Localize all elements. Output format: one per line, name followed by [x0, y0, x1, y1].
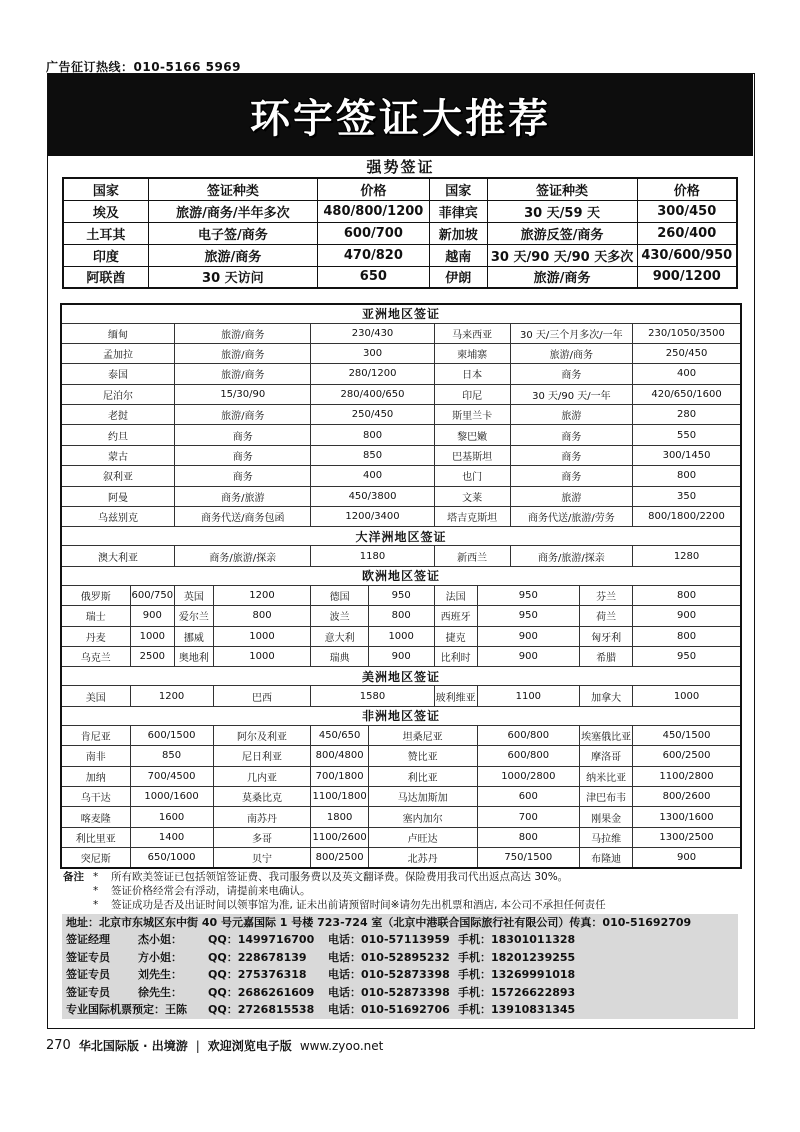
- table-row: [61, 466, 741, 486]
- table-cell: 瑞典: [311, 646, 368, 666]
- ticket-contact: [66, 1001, 734, 1019]
- table-cell: 1200: [130, 686, 213, 706]
- table-cell: 叙利亚: [61, 466, 175, 486]
- table-cell: 600/2500: [633, 746, 741, 766]
- contact-mobile: 手机：13910831345: [458, 1003, 576, 1016]
- contact-role: 签证专员: [66, 985, 110, 999]
- table-cell: 伊朗: [429, 266, 487, 288]
- table-cell: 商务: [175, 445, 311, 465]
- table-cell: 商务: [175, 466, 311, 486]
- table-cell: 利比里亚: [61, 827, 130, 847]
- table-cell: 缅甸: [61, 323, 175, 343]
- contact-mobile: 手机：15726622893: [458, 985, 576, 999]
- table-row: [61, 646, 741, 666]
- table-row: [63, 266, 737, 288]
- table-cell: 800/4800: [311, 746, 368, 766]
- table-cell: 1100/1800: [311, 786, 368, 806]
- table-cell: 旅游/商务: [175, 364, 311, 384]
- contact-mobile: 手机：18301011328: [458, 933, 576, 946]
- table-cell: 埃及: [63, 200, 148, 222]
- table-cell: 600/700: [317, 222, 429, 244]
- table-cell: 商务: [510, 466, 632, 486]
- table-cell: 1100: [477, 686, 580, 706]
- section-header-row: [61, 527, 741, 546]
- strong-visa-table: [62, 177, 738, 289]
- note-text: 签证价格经常会有浮动，请提前来电确认。: [111, 885, 311, 897]
- contact-role: 签证专员: [66, 968, 110, 981]
- section-title: 欧洲地区签证: [61, 566, 741, 585]
- column-header: 国家: [429, 178, 487, 200]
- notes-label: 备注: [63, 871, 84, 883]
- contact-qq: QQ：2686261609: [208, 985, 315, 999]
- table-cell: 旅游/商务/半年多次: [148, 200, 317, 222]
- table-cell: 30 天/90 天/90 天多次: [487, 244, 637, 266]
- table-cell: 400: [633, 364, 741, 384]
- table-cell: 750/1500: [477, 848, 580, 868]
- column-header: 价格: [637, 178, 737, 200]
- table-cell: 1000: [130, 626, 175, 646]
- contact-name: 方小姐：: [138, 950, 182, 964]
- table-cell: 英国: [175, 585, 214, 605]
- table-cell: 津巴布韦: [580, 786, 633, 806]
- table-cell: 卢旺达: [368, 827, 477, 847]
- table-cell: 莫桑比克: [213, 786, 311, 806]
- table-cell: 700: [477, 807, 580, 827]
- contact-name: 徐先生：: [138, 985, 182, 999]
- section-title: 大洋洲地区签证: [61, 527, 741, 546]
- section-name: 华北国际版 · 出境游: [78, 1039, 188, 1053]
- note-line: [63, 870, 606, 884]
- column-header: 签证种类: [148, 178, 317, 200]
- table-cell: 美国: [61, 686, 130, 706]
- table-cell: 刚果金: [580, 807, 633, 827]
- table-cell: 旅游/商务: [175, 323, 311, 343]
- note-star: *: [93, 899, 99, 911]
- table-cell: 马来西亚: [434, 323, 510, 343]
- strong-visa-title: 强势签证: [366, 158, 435, 176]
- table-cell: 丹麦: [61, 626, 130, 646]
- table-cell: 贝宁: [213, 848, 311, 868]
- table-row: [61, 686, 741, 706]
- table-header-row: [63, 178, 737, 200]
- table-cell: 商务/旅游: [175, 486, 311, 506]
- table-cell: 450/3800: [311, 486, 434, 506]
- table-cell: 1280: [633, 546, 741, 566]
- table-row: [63, 200, 737, 222]
- table-cell: 坦桑尼亚: [368, 725, 477, 745]
- table-cell: 30 天访问: [148, 266, 317, 288]
- table-row: [61, 585, 741, 605]
- table-cell: 法国: [434, 585, 477, 605]
- table-cell: 南非: [61, 746, 130, 766]
- table-cell: 突尼斯: [61, 848, 130, 868]
- table-cell: 阿曼: [61, 486, 175, 506]
- staff-contact: [66, 966, 734, 984]
- table-cell: 800: [633, 626, 741, 646]
- table-row: [61, 486, 741, 506]
- page-number: 270: [46, 1038, 71, 1053]
- table-cell: 280/1200: [311, 364, 434, 384]
- table-cell: 950: [477, 606, 580, 626]
- table-cell: 俄罗斯: [61, 585, 130, 605]
- table-cell: 捷克: [434, 626, 477, 646]
- table-cell: 旅游: [510, 486, 632, 506]
- table-cell: 1600: [130, 807, 213, 827]
- table-cell: 1200: [213, 585, 311, 605]
- table-cell: 1400: [130, 827, 213, 847]
- table-cell: 430/600/950: [637, 244, 737, 266]
- table-cell: 塔吉克斯坦: [434, 507, 510, 527]
- website-link[interactable]: www.zyoo.net: [299, 1038, 384, 1053]
- column-header: 签证种类: [487, 178, 637, 200]
- table-row: [61, 848, 741, 868]
- table-cell: 1580: [311, 686, 434, 706]
- table-cell: 800/2600: [633, 786, 741, 806]
- table-cell: 匈牙利: [580, 626, 633, 646]
- table-cell: 230/1050/3500: [633, 323, 741, 343]
- table-cell: 北苏丹: [368, 848, 477, 868]
- table-cell: 300/1450: [633, 445, 741, 465]
- table-cell: 马拉维: [580, 827, 633, 847]
- table-cell: 280: [633, 405, 741, 425]
- table-cell: 巴基斯坦: [434, 445, 510, 465]
- table-cell: 商务/旅游/探亲: [175, 546, 311, 566]
- table-cell: 约旦: [61, 425, 175, 445]
- table-cell: 新西兰: [434, 546, 510, 566]
- regional-visa-table: [60, 303, 742, 869]
- table-cell: 600/800: [477, 746, 580, 766]
- table-cell: 700/4500: [130, 766, 213, 786]
- table-cell: 利比亚: [368, 766, 477, 786]
- section-title: 非洲地区签证: [61, 706, 741, 725]
- table-cell: 印度: [63, 244, 148, 266]
- table-cell: 马达加斯加: [368, 786, 477, 806]
- banner: [48, 74, 753, 156]
- table-cell: 蒙古: [61, 445, 175, 465]
- table-cell: 900: [368, 646, 434, 666]
- table-cell: 几内亚: [213, 766, 311, 786]
- column-header: 国家: [63, 178, 148, 200]
- section-header-row: [61, 706, 741, 725]
- table-row: [61, 323, 741, 343]
- contact-role: 签证专员: [66, 950, 110, 964]
- note-text: 所有欧美签证已包括领馆签证费、我司服务费以及英文翻译费。保险费用我司代出返点高达 30%。: [111, 871, 569, 883]
- table-cell: 芬兰: [580, 585, 633, 605]
- table-cell: 30 天/90 天/一年: [510, 384, 632, 404]
- table-cell: 商务: [510, 364, 632, 384]
- section-title: 亚洲地区签证: [61, 304, 741, 323]
- table-cell: 尼泊尔: [61, 384, 175, 404]
- table-cell: 泰国: [61, 364, 175, 384]
- table-row: [61, 364, 741, 384]
- table-cell: 塞内加尔: [368, 807, 477, 827]
- note-star: *: [93, 885, 99, 897]
- table-cell: 1000/1600: [130, 786, 213, 806]
- table-cell: 澳大利亚: [61, 546, 175, 566]
- table-cell: 乌干达: [61, 786, 130, 806]
- table-cell: 400: [311, 466, 434, 486]
- table-row: [61, 384, 741, 404]
- table-cell: 阿尔及利亚: [213, 725, 311, 745]
- contact-tel: 电话：010-52895232: [328, 950, 450, 964]
- table-cell: 摩洛哥: [580, 746, 633, 766]
- page-footer: [46, 1037, 383, 1054]
- contact-tel: 电话：010-51692706: [328, 1003, 450, 1016]
- table-cell: 850: [311, 445, 434, 465]
- table-cell: 旅游/商务: [175, 343, 311, 363]
- note-line: [63, 898, 606, 912]
- table-cell: 900: [477, 626, 580, 646]
- table-cell: 多哥: [213, 827, 311, 847]
- table-row: [61, 343, 741, 363]
- footer-separator: |: [195, 1038, 200, 1053]
- staff-contact: [66, 949, 734, 967]
- table-cell: 赞比亚: [368, 746, 477, 766]
- table-cell: 1300/2500: [633, 827, 741, 847]
- table-cell: 15/30/90: [175, 384, 311, 404]
- table-cell: 450/650: [311, 725, 368, 745]
- table-cell: 800/2500: [311, 848, 368, 868]
- table-cell: 600: [477, 786, 580, 806]
- table-cell: 550: [633, 425, 741, 445]
- table-cell: 南苏丹: [213, 807, 311, 827]
- section-header-row: [61, 566, 741, 585]
- table-cell: 800: [368, 606, 434, 626]
- table-cell: 300: [311, 343, 434, 363]
- contact-name: 杰小姐：: [138, 933, 182, 946]
- table-cell: 1100/2600: [311, 827, 368, 847]
- table-cell: 商务: [510, 425, 632, 445]
- contact-role: 签证经理: [66, 933, 110, 946]
- table-cell: 1300/1600: [633, 807, 741, 827]
- section-header-row: [61, 667, 741, 686]
- table-cell: 350: [633, 486, 741, 506]
- table-cell: 埃塞俄比亚: [580, 725, 633, 745]
- table-cell: 土耳其: [63, 222, 148, 244]
- table-cell: 荷兰: [580, 606, 633, 626]
- table-cell: 乌兹别克: [61, 507, 175, 527]
- section-title: 美洲地区签证: [61, 667, 741, 686]
- ad-hotline: 广告征订热线：010-5166 5969: [46, 60, 242, 74]
- contact-mobile: 手机：18201239255: [458, 950, 576, 964]
- table-cell: 1100/2800: [633, 766, 741, 786]
- table-cell: 1000: [368, 626, 434, 646]
- table-cell: 900: [633, 848, 741, 868]
- notes: [63, 870, 606, 912]
- note-line: [63, 884, 606, 898]
- table-cell: 旅游反签/商务: [487, 222, 637, 244]
- table-row: [61, 445, 741, 465]
- table-cell: 柬埔寨: [434, 343, 510, 363]
- table-cell: 600/800: [477, 725, 580, 745]
- table-cell: 1000: [633, 686, 741, 706]
- table-row: [61, 786, 741, 806]
- table-cell: 文莱: [434, 486, 510, 506]
- table-cell: 意大利: [311, 626, 368, 646]
- table-cell: 280/400/650: [311, 384, 434, 404]
- table-row: [61, 626, 741, 646]
- contact-tel: 电话：010-52873398: [328, 985, 450, 999]
- contact-name: 刘先生：: [138, 968, 182, 981]
- table-cell: 商务/旅游/探亲: [510, 546, 632, 566]
- table-cell: 商务代送/旅游/劳务: [510, 507, 632, 527]
- contact-qq: QQ：1499716700: [208, 933, 315, 946]
- table-cell: 470/820: [317, 244, 429, 266]
- table-cell: 玻利维亚: [434, 686, 477, 706]
- table-cell: 也门: [434, 466, 510, 486]
- table-cell: 800: [311, 425, 434, 445]
- table-cell: 瑞士: [61, 606, 130, 626]
- table-cell: 900/1200: [637, 266, 737, 288]
- contact-qq: QQ：2726815538: [208, 1003, 315, 1016]
- table-cell: 西班牙: [434, 606, 477, 626]
- table-cell: 250/450: [633, 343, 741, 363]
- table-cell: 250/450: [311, 405, 434, 425]
- table-cell: 新加坡: [429, 222, 487, 244]
- table-cell: 2500: [130, 646, 175, 666]
- table-row: [61, 807, 741, 827]
- table-cell: 孟加拉: [61, 343, 175, 363]
- contact-mobile: 手机：13269991018: [458, 968, 576, 981]
- table-row: [61, 425, 741, 445]
- table-cell: 900: [130, 606, 175, 626]
- table-cell: 商务: [510, 445, 632, 465]
- note-text: 签证成功是否及出证时间以领事馆为准, 证未出前请预留时间※请勿先出机票和酒店, 本公司不承担任何责任: [111, 899, 606, 911]
- table-cell: 850: [130, 746, 213, 766]
- table-row: [61, 725, 741, 745]
- table-cell: 900: [633, 606, 741, 626]
- contact-tel: 电话：010-57113959: [328, 933, 450, 946]
- footer-slogan: 欢迎浏览电子版: [207, 1039, 292, 1053]
- table-cell: 纳米比亚: [580, 766, 633, 786]
- table-cell: 480/800/1200: [317, 200, 429, 222]
- table-cell: 260/400: [637, 222, 737, 244]
- table-cell: 希腊: [580, 646, 633, 666]
- table-cell: 300/450: [637, 200, 737, 222]
- table-cell: 老挝: [61, 405, 175, 425]
- table-cell: 德国: [311, 585, 368, 605]
- table-cell: 800/1800/2200: [633, 507, 741, 527]
- content-frame: [47, 73, 755, 1029]
- table-cell: 布隆迪: [580, 848, 633, 868]
- company-address: 地址：北京市东城区东中街 40 号元嘉国际 1 号楼 723-724 室（北京中港联合国际旅行社有限公司）传真：010-51692709: [66, 916, 692, 929]
- table-cell: 旅游/商务: [487, 266, 637, 288]
- table-cell: 230/430: [311, 323, 434, 343]
- table-cell: 800: [477, 827, 580, 847]
- contact-role: 专业国际机票预定：王陈: [66, 1003, 187, 1016]
- table-cell: 650: [317, 266, 429, 288]
- table-cell: 越南: [429, 244, 487, 266]
- table-cell: 喀麦隆: [61, 807, 130, 827]
- table-row: [61, 405, 741, 425]
- table-cell: 比利时: [434, 646, 477, 666]
- table-cell: 爱尔兰: [175, 606, 214, 626]
- table-cell: 1000/2800: [477, 766, 580, 786]
- contact-tel: 电话：010-52873398: [328, 968, 450, 981]
- table-cell: 波兰: [311, 606, 368, 626]
- table-cell: 电子签/商务: [148, 222, 317, 244]
- table-cell: 600/1500: [130, 725, 213, 745]
- contact-box: [62, 914, 738, 1019]
- table-cell: 1180: [311, 546, 434, 566]
- table-row: [61, 606, 741, 626]
- table-cell: 900: [477, 646, 580, 666]
- table-cell: 800: [633, 466, 741, 486]
- section-header-row: [61, 304, 741, 323]
- table-cell: 1000: [213, 646, 311, 666]
- table-cell: 1200/3400: [311, 507, 434, 527]
- note-star: *: [93, 871, 99, 883]
- table-cell: 商务: [175, 425, 311, 445]
- table-cell: 旅游: [510, 405, 632, 425]
- table-cell: 奥地利: [175, 646, 214, 666]
- table-cell: 600/750: [130, 585, 175, 605]
- table-cell: 旅游/商务: [510, 343, 632, 363]
- table-row: [61, 766, 741, 786]
- table-cell: 420/650/1600: [633, 384, 741, 404]
- table-row: [61, 546, 741, 566]
- table-cell: 旅游/商务: [148, 244, 317, 266]
- table-cell: 800: [633, 585, 741, 605]
- table-cell: 挪威: [175, 626, 214, 646]
- table-cell: 30 天/三个月多次/一年: [510, 323, 632, 343]
- table-cell: 加拿大: [580, 686, 633, 706]
- contact-qq: QQ：275376318: [208, 968, 307, 981]
- table-cell: 950: [368, 585, 434, 605]
- table-cell: 日本: [434, 364, 510, 384]
- table-cell: 旅游/商务: [175, 405, 311, 425]
- table-cell: 菲律宾: [429, 200, 487, 222]
- staff-contact: [66, 984, 734, 1002]
- table-cell: 650/1000: [130, 848, 213, 868]
- table-row: [63, 244, 737, 266]
- table-cell: 700/1800: [311, 766, 368, 786]
- table-cell: 30 天/59 天: [487, 200, 637, 222]
- table-cell: 1000: [213, 626, 311, 646]
- table-cell: 商务代送/商务包函: [175, 507, 311, 527]
- table-cell: 肯尼亚: [61, 725, 130, 745]
- table-cell: 乌克兰: [61, 646, 130, 666]
- table-cell: 加纳: [61, 766, 130, 786]
- table-cell: 1800: [311, 807, 368, 827]
- table-cell: 印尼: [434, 384, 510, 404]
- table-cell: 斯里兰卡: [434, 405, 510, 425]
- table-cell: 800: [213, 606, 311, 626]
- table-row: [61, 746, 741, 766]
- table-cell: 950: [633, 646, 741, 666]
- staff-contact: [66, 931, 734, 949]
- table-cell: 阿联酋: [63, 266, 148, 288]
- column-header: 价格: [317, 178, 429, 200]
- table-row: [61, 827, 741, 847]
- table-row: [61, 507, 741, 527]
- table-cell: 尼日利亚: [213, 746, 311, 766]
- table-cell: 950: [477, 585, 580, 605]
- table-cell: 巴西: [213, 686, 311, 706]
- contact-qq: QQ：228678139: [208, 950, 307, 964]
- banner-title: 环宇签证大推荐: [250, 95, 551, 142]
- table-cell: 黎巴嫩: [434, 425, 510, 445]
- table-cell: 450/1500: [633, 725, 741, 745]
- table-row: [63, 222, 737, 244]
